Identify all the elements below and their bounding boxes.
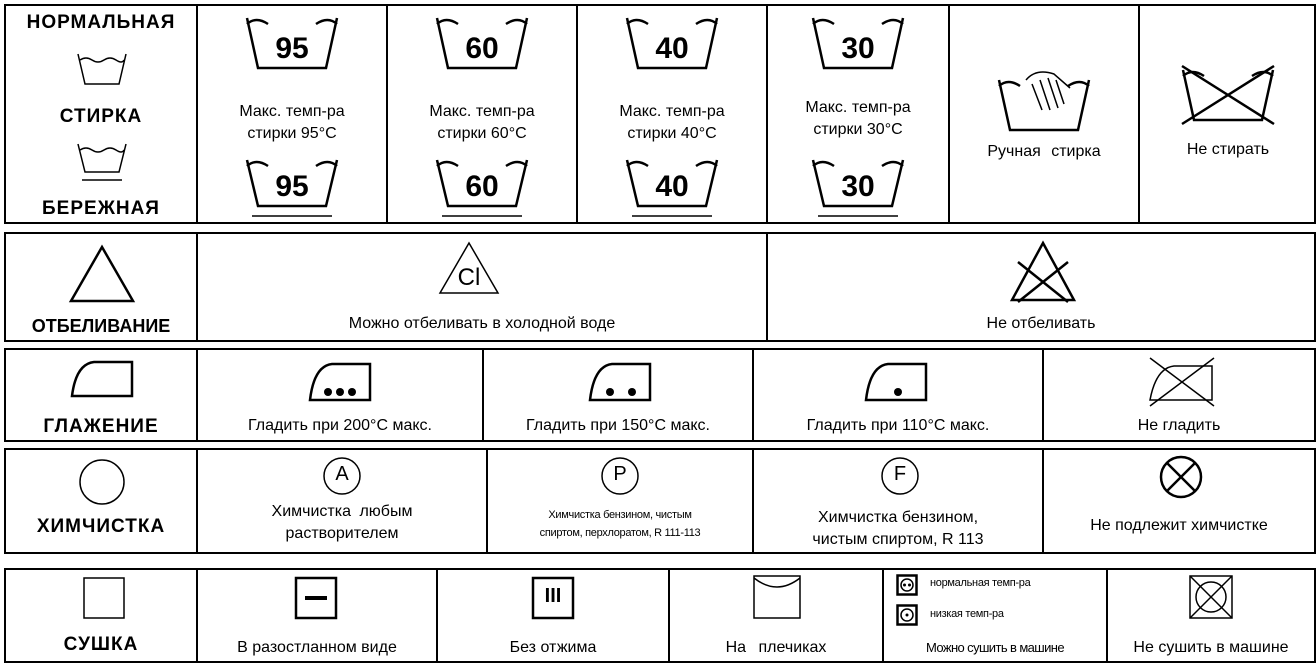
- no-iron-label: Не гладить: [1137, 417, 1221, 434]
- bleach-header: ОТБЕЛИВАНИЕ: [31, 316, 171, 336]
- dry-hanger-icon: [752, 574, 802, 620]
- iron-1dot-icon: [864, 360, 928, 404]
- bleach-header-cell: [4, 232, 198, 342]
- dryclean-a-cell: [196, 448, 488, 554]
- wash-normal-header: НОРМАЛЬНАЯ: [26, 12, 176, 33]
- no-dryclean-icon: [1158, 454, 1204, 500]
- iron-3dots-icon: [308, 360, 372, 404]
- dryclean-a-line2: растворителем: [285, 525, 399, 542]
- dryclean-p-line1: Химчистка бензином, чистым: [548, 509, 692, 521]
- hand-wash-cell: [948, 4, 1140, 224]
- dry-nospin-label: Без отжима: [509, 639, 597, 656]
- wash-gentle-header: БЕРЕЖНАЯ: [42, 198, 160, 219]
- dry-low-temp-label: низкая темп-ра: [930, 608, 1004, 620]
- dryclean-p-line2: спиртом, перхлоратом, R 111-113: [539, 527, 701, 539]
- wash-95-cell: [196, 4, 388, 224]
- dry-nospin-cell: [436, 568, 670, 663]
- wash-60-line2: стирки 60°C: [437, 125, 527, 142]
- dryclean-f-line2: чистым спиртом, R 113: [812, 531, 984, 548]
- bleach-cl-symbol: Cl: [457, 264, 481, 291]
- no-iron-icon: [1146, 356, 1216, 408]
- iron-header-cell: [4, 348, 198, 442]
- wash-95-gentle-number: 95: [275, 170, 309, 203]
- dry-machine-normal-icon: [896, 574, 918, 596]
- iron-110-cell: [752, 348, 1044, 442]
- wash-40-line1: Макс. темп-ра: [619, 103, 725, 120]
- iron-200-cell: [196, 348, 484, 442]
- dryclean-header: ХИМЧИСТКА: [36, 516, 166, 537]
- bleach-cold-label: Можно отбеливать в холодной воде: [348, 315, 616, 332]
- dry-machine-label: Можно сушить в машине: [926, 640, 1064, 655]
- wash-40-cell: [576, 4, 768, 224]
- wash-40-gentle-number: 40: [655, 170, 689, 203]
- no-wash-cell: [1138, 4, 1316, 224]
- wash-60-number: 60: [465, 32, 499, 65]
- wash-95-number: 95: [275, 32, 309, 65]
- iron-150-label: Гладить при 150°C макс.: [526, 417, 710, 434]
- iron-150-cell: [482, 348, 754, 442]
- dry-hanger-label: На плечиках: [725, 639, 827, 656]
- dryclean-f-line1: Химчистка бензином,: [817, 509, 979, 526]
- dry-header-cell: [4, 568, 198, 663]
- bleach-cold-cell: [196, 232, 768, 342]
- iron-200-label: Гладить при 200°C макс.: [248, 417, 432, 434]
- wash-95-line2: стирки 95°C: [247, 125, 337, 142]
- dryclean-a-line1: Химчистка любым: [271, 503, 413, 520]
- washtub-gentle-icon: [76, 140, 128, 184]
- wash-60-cell: [386, 4, 578, 224]
- dryclean-p-letter: P: [613, 463, 627, 485]
- dryclean-header-cell: [4, 448, 198, 554]
- wash-30-gentle-number: 30: [841, 170, 875, 203]
- wash-95-line1: Макс. темп-ра: [239, 103, 345, 120]
- hand-wash-icon: [996, 66, 1092, 136]
- iron-110-label: Гладить при 110°C макс.: [806, 417, 990, 434]
- triangle-icon: [68, 244, 136, 304]
- no-bleach-label: Не отбеливать: [986, 315, 1096, 332]
- no-machine-dry-label: Не сушить в машине: [1133, 639, 1289, 656]
- dryclean-f-letter: F: [893, 463, 907, 485]
- bleach-no-cell: [766, 232, 1316, 342]
- square-icon: [82, 576, 126, 620]
- dryclean-f-cell: [752, 448, 1044, 554]
- dry-flat-icon: [294, 576, 338, 620]
- wash-60-gentle-number: 60: [465, 170, 499, 203]
- dry-flat-label: В разостланном виде: [237, 639, 397, 656]
- iron-icon: [70, 358, 134, 400]
- no-wash-label: Не стирать: [1186, 141, 1270, 158]
- wash-header-cell: [4, 4, 198, 224]
- no-iron-cell: [1042, 348, 1316, 442]
- wash-30-number: 30: [841, 32, 875, 65]
- no-machine-dry-cell: [1106, 568, 1316, 663]
- wash-60-line1: Макс. темп-ра: [429, 103, 535, 120]
- wash-30-line1: Макс. темп-ра: [805, 99, 911, 116]
- dry-nospin-symbol: III: [544, 585, 562, 607]
- washtub-normal-icon: [76, 50, 128, 86]
- dryclean-a-letter: A: [335, 463, 349, 485]
- circle-icon: [78, 458, 126, 506]
- no-machine-dry-icon: [1188, 574, 1234, 620]
- dry-flat-cell: [196, 568, 438, 663]
- no-wash-icon: [1180, 62, 1276, 126]
- iron-header: ГЛАЖЕНИЕ: [43, 416, 159, 437]
- dry-machine-low-icon: [896, 604, 918, 626]
- wash-40-number: 40: [655, 32, 689, 65]
- iron-2dots-icon: [588, 360, 652, 404]
- dry-hanger-cell: [668, 568, 884, 663]
- dry-normal-temp-label: нормальная темп-ра: [930, 577, 1031, 589]
- hand-wash-label: Ручная стирка: [987, 143, 1101, 160]
- wash-30-line2: стирки 30°C: [813, 121, 903, 138]
- no-bleach-icon: [1008, 240, 1078, 304]
- no-dryclean-cell: [1042, 448, 1316, 554]
- wash-30-cell: [766, 4, 950, 224]
- no-dryclean-label: Не подлежит химчистке: [1090, 517, 1268, 534]
- dryclean-p-cell: [486, 448, 754, 554]
- wash-word-label: СТИРКА: [59, 106, 143, 127]
- wash-40-line2: стирки 40°C: [627, 125, 717, 142]
- dry-machine-cell: [882, 568, 1108, 663]
- dry-header: СУШКА: [63, 634, 139, 655]
